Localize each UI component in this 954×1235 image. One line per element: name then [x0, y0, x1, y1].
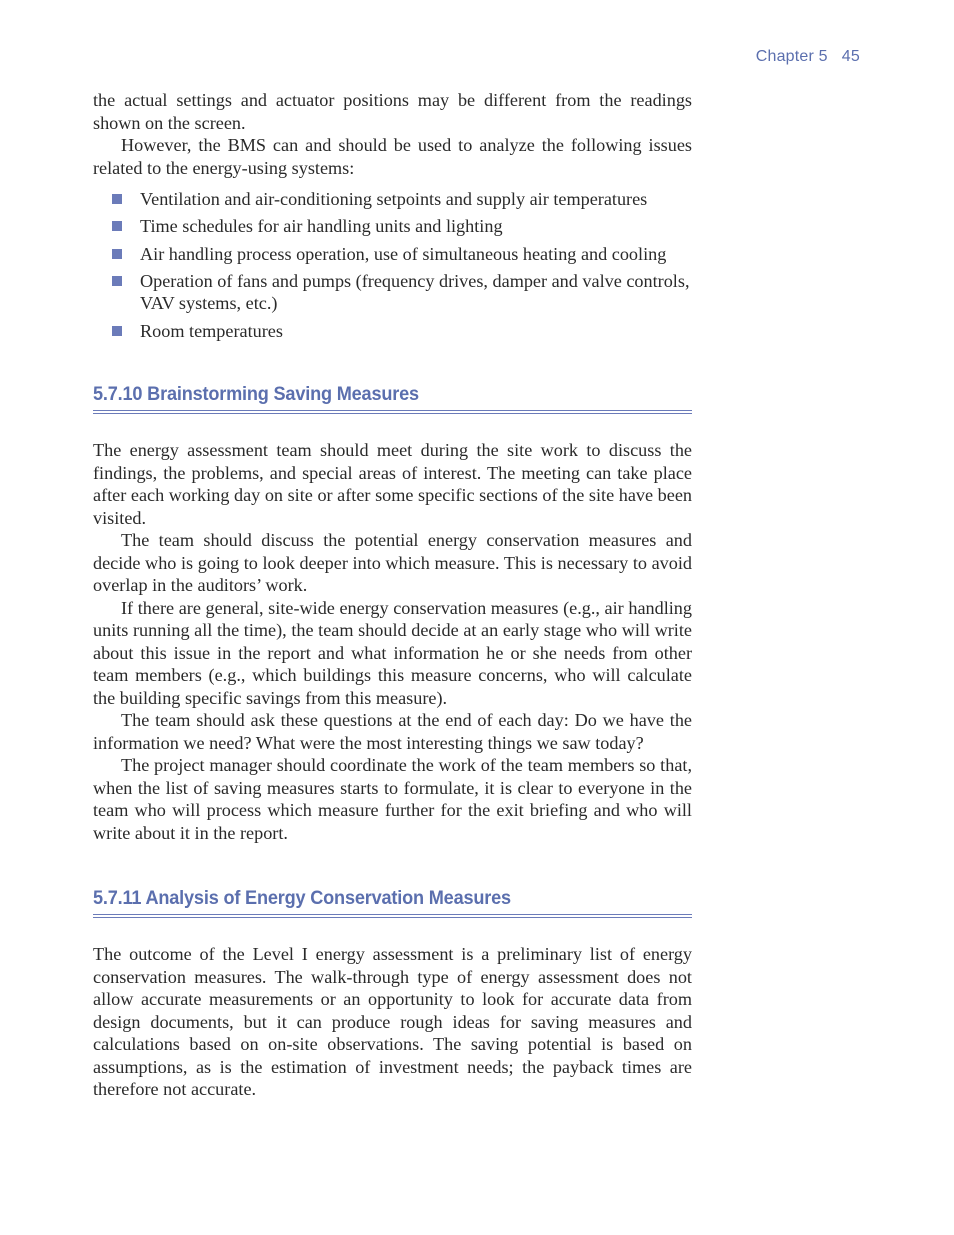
list-item: [93, 270, 692, 315]
list-item: [93, 215, 692, 238]
square-bullet-icon: [112, 221, 122, 231]
intro-paragraph-2: However, the BMS can and should be used to analyze the following issues related to the energy-using systems:: [93, 135, 692, 178]
square-bullet-icon: [112, 276, 122, 286]
list-item: [93, 320, 692, 343]
list-item: [93, 243, 692, 266]
running-head: [756, 48, 860, 66]
section-paragraph: The outcome of the Level I energy assessment is a preliminary list of energy conservation measures. The walk-through type of energy assessment does not allow accurate measurements or an opportunity to look for accurate data from design documents, but it can produce rough ideas for saving measures and calculations based on on-site observations. The saving potential is based on assumptions, as is the estimation of investment needs; the payback times are therefore not accurate.: [93, 944, 692, 1100]
square-bullet-icon: [112, 194, 122, 204]
list-item-text: Ventilation and air-conditioning setpoints and supply air temperatures: [140, 189, 648, 209]
square-bullet-icon: [112, 326, 122, 336]
list-item-text: Operation of fans and pumps (frequency drives, damper and valve controls, VAV systems, etc.): [140, 270, 690, 314]
section-paragraph: If there are general, site-wide energy conservation measures (e.g., air handling units running all the time), the team should decide at an early stage who will write about this issue in the report and what information he or she needs from other team members (e.g., which buildings this measure concerns, who will calculate the building specific savings from this measure).: [93, 597, 692, 708]
section-paragraph: The energy assessment team should meet during the site work to discuss the findings, the problems, and special areas of interest. The meeting can take place after each working day on site or after some specific sections of the site have been visited.: [93, 440, 692, 528]
heading-double-rule: [93, 410, 692, 414]
intro-paragraph-1: the actual settings and actuator positions may be different from the readings shown on the screen.: [93, 90, 692, 133]
section-paragraph: The team should ask these questions at the end of each day: Do we have the information we need? What were the most interesting things we saw today?: [93, 710, 692, 753]
chapter-label: Chapter 5: [755, 48, 828, 65]
list-item-text: Air handling process operation, use of simultaneous heating and cooling: [140, 243, 667, 264]
square-bullet-icon: [112, 249, 122, 259]
section-analysis: [93, 886, 692, 1101]
page-number: 45: [841, 48, 860, 65]
section-brainstorming: [93, 382, 692, 844]
list-item-text: Room temperatures: [140, 320, 283, 341]
section-paragraph: The team should discuss the potential energy conservation measures and decide who is going to look deeper into which measure. This is necessary to avoid overlap in the auditors’ work.: [93, 530, 692, 596]
section-heading: 5.7.10 Brainstorming Saving Measures: [93, 383, 419, 406]
section-paragraph: The project manager should coordinate the work of the team members so that, when the list of saving measures starts to formulate, it is clear to everyone in the team who will process which measure further for the exit briefing and who will write about it in the report.: [93, 755, 692, 843]
section-heading: 5.7.11 Analysis of Energy Conservation Measures: [93, 887, 511, 910]
list-item: [93, 188, 692, 211]
bullet-list: [93, 188, 692, 342]
page-body: [93, 89, 692, 1101]
list-item-text: Time schedules for air handling units and lighting: [140, 216, 503, 237]
heading-double-rule: [93, 914, 692, 918]
